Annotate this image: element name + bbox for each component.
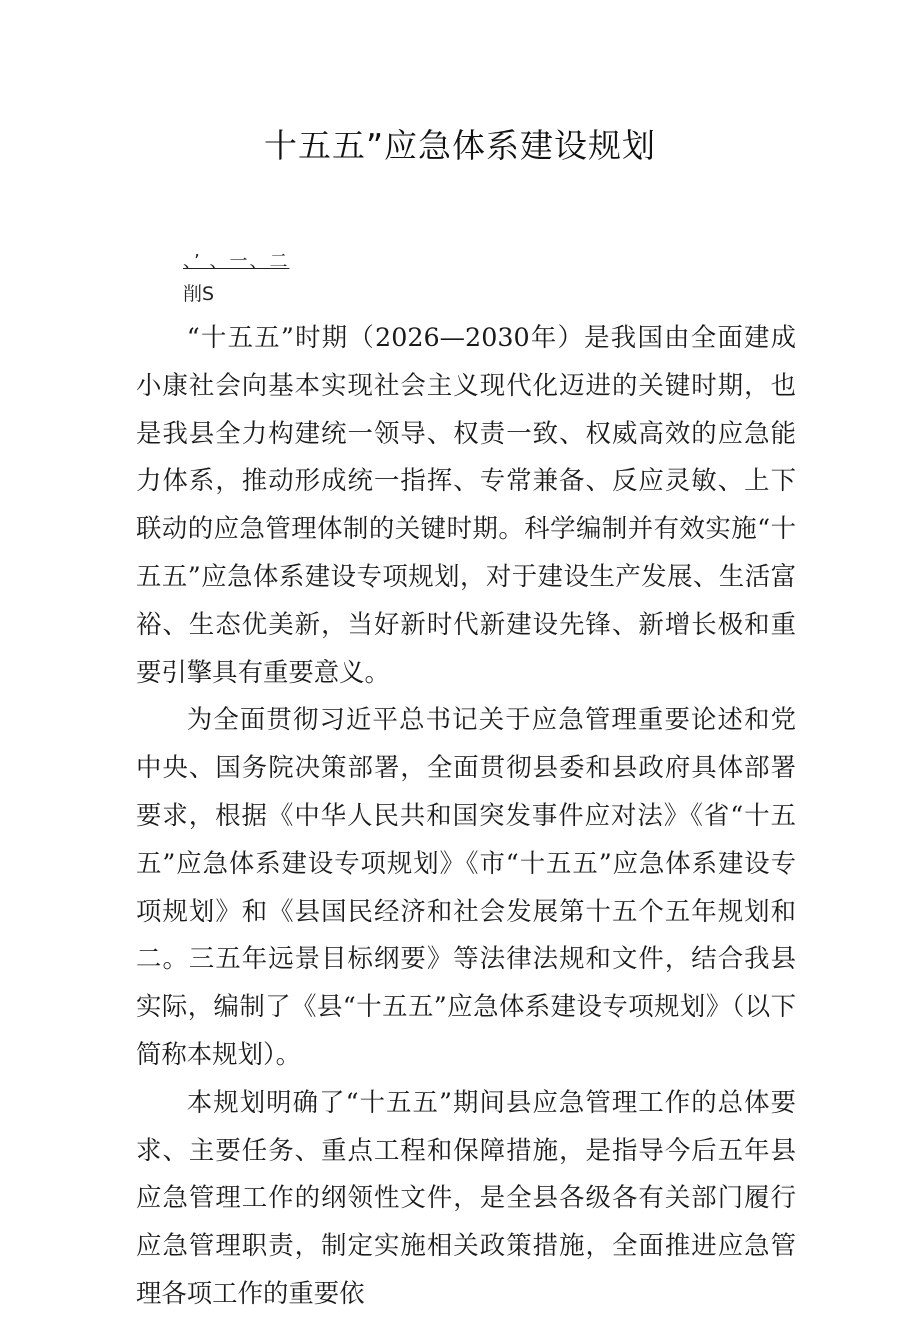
paragraph-1: “十五五”时期（2026—2030年）是我国由全面建成小康社会向基本实现社会主义现代化迈进的关键时期，也是我县全力构建统一领导、权责一致、权威高效的应急能力体系，推动形成统一指挥、专常兼备、反应灵敏、上下联动的应急管理体制的关键时期。科学编制并有效实施“十五五”应急体系建设专项规划，对于建设生产发展、生活富裕、生态优美新，当好新时代新建设先锋、新增长极和重要引擎具有重要意义。: [136, 322, 796, 687]
body-text: [136, 314, 796, 1318]
garbled-heading-marks: 、’ 、一、二: [183, 251, 290, 272]
garbled-heading-text: 削S: [183, 283, 215, 305]
paragraph-3: 本规划明确了“十五五”期间县应急管理工作的总体要求、主要任务、重点工程和保障措施，是指导今后五年县应急管理工作的纲领性文件，是全县各级各有关部门履行应急管理职责，制定实施相关政策措施，全面推进应急管理各项工作的重要依: [136, 1086, 796, 1308]
paragraph-2: 为全面贯彻习近平总书记关于应急管理重要论述和党中央、国务院决策部署，全面贯彻县委和县政府具体部署要求，根据《中华人民共和国突发事件应对法》《省“十五五”应急体系建设专项规划》《市“十五五”应急体系建设专项规划》和《县国民经济和社会发展第十五个五年规划和二。三五年远景目标纲要》等法律法规和文件，结合我县实际，编制了《县“十五五”应急体系建设专项规划》（以下简称本规划）。: [136, 704, 796, 1069]
document-title: 十五五”应急体系建设规划: [263, 126, 657, 165]
